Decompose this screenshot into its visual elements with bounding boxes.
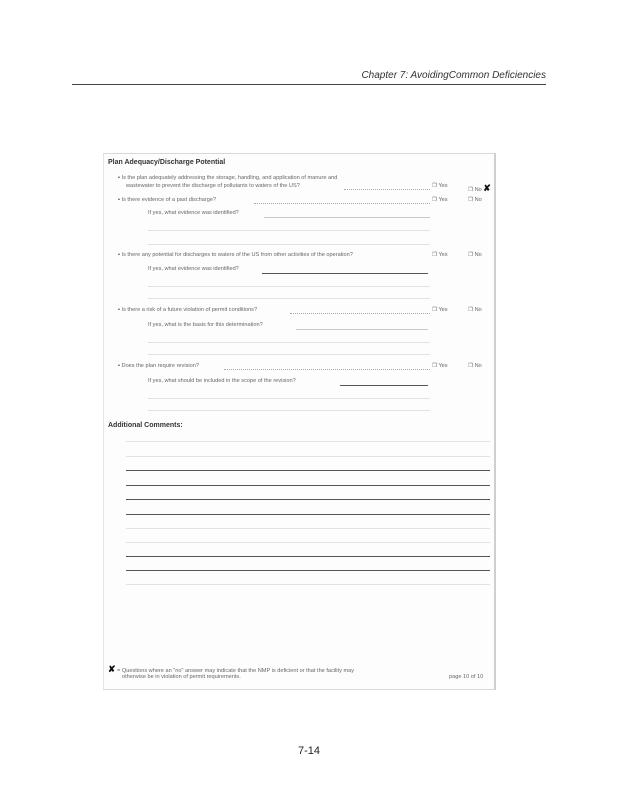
question-2: • Is there evidence of a past discharge? (118, 197, 217, 203)
question-4: • Is there a risk of a future violation of permit conditions? (118, 307, 258, 313)
checkbox-icon[interactable]: ❐ (468, 187, 474, 193)
page-number: 7-14 (297, 745, 321, 757)
question-text-line2: wastewater to prevent the discharge of pollutants to waters of the US? (126, 183, 300, 189)
no-option[interactable]: ❐ No (468, 363, 482, 369)
checkbox-icon[interactable]: ❐ (432, 307, 438, 313)
comment-line[interactable] (126, 456, 490, 457)
question-5: • Does the plan require revision? (118, 363, 199, 369)
checkbox-icon[interactable]: ❐ (432, 183, 438, 189)
comment-line[interactable] (126, 570, 490, 571)
followup-label: If yes, what evidence was identified? (148, 266, 239, 272)
answer-line[interactable] (148, 230, 430, 231)
no-option[interactable]: ❐ No (468, 252, 482, 258)
checkbox-icon[interactable]: ❐ (468, 307, 474, 313)
chapter-header: Chapter 7: AvoidingCommon Deficiencies (361, 70, 546, 81)
checkbox-icon[interactable]: ❐ (432, 197, 438, 203)
no-option[interactable]: ❐ No ✘ (468, 183, 491, 193)
no-option[interactable]: ❐ No (468, 307, 482, 313)
header-rule (72, 84, 546, 85)
yes-option[interactable]: ❐ Yes (432, 197, 448, 203)
answer-line[interactable] (262, 273, 428, 274)
answer-line[interactable] (148, 244, 430, 245)
answer-line[interactable] (148, 354, 430, 355)
yes-option[interactable]: ❐ Yes (432, 183, 448, 189)
comment-line[interactable] (126, 584, 490, 585)
footnote-line1: = Questions where an "no" answer may indicate that the NMP is deficient or that the facility may (117, 668, 355, 674)
answer-line[interactable] (296, 329, 428, 330)
leader-dots (290, 313, 430, 314)
answer-line[interactable] (148, 298, 430, 299)
yes-option[interactable]: ❐ Yes (432, 252, 448, 258)
leader-dots (224, 369, 430, 370)
comment-line[interactable] (126, 528, 490, 529)
checkbox-icon[interactable]: ❐ (468, 363, 474, 369)
comment-line[interactable] (126, 542, 490, 543)
leader-dots (254, 203, 430, 204)
comment-line[interactable] (126, 556, 490, 557)
comment-line[interactable] (126, 470, 490, 471)
footnote-line2: otherwise be in violation of permit requirements. (122, 674, 241, 680)
comment-line[interactable] (126, 485, 490, 486)
checkbox-icon[interactable]: ❐ (468, 252, 474, 258)
yes-option[interactable]: ❐ Yes (432, 307, 448, 313)
yes-option[interactable]: ❐ Yes (432, 363, 448, 369)
leader-dots (344, 189, 430, 190)
checkbox-icon[interactable]: ❐ (468, 197, 474, 203)
bullet-icon: • (118, 307, 120, 313)
bullet-icon: • (118, 175, 120, 181)
scanned-form (103, 153, 496, 690)
question-3: • Is there any potential for discharges to waters of the US from other activities of the operation? (118, 252, 353, 258)
comment-line[interactable] (126, 499, 490, 500)
question-text-line1: Is the plan adequately addressing the storage, handling, and application of manure and (121, 175, 338, 181)
checkbox-icon[interactable]: ❐ (432, 252, 438, 258)
bullet-icon: • (118, 197, 120, 203)
answer-line[interactable] (264, 217, 430, 218)
followup-label: If yes, what is the basis for this determination? (148, 322, 263, 328)
no-option[interactable]: ❐ No (468, 197, 482, 203)
comment-line[interactable] (126, 514, 490, 515)
checkbox-icon[interactable]: ❐ (432, 363, 438, 369)
answer-line[interactable] (148, 286, 430, 287)
answer-line[interactable] (148, 398, 430, 399)
additional-comments-label: Additional Comments: (108, 422, 183, 429)
x-mark-icon: ✘ (108, 664, 116, 674)
bullet-icon: • (118, 252, 120, 258)
question-1 (118, 175, 337, 181)
comment-line[interactable] (126, 441, 490, 442)
section-title: Plan Adequacy/Discharge Potential (108, 159, 226, 166)
x-mark-icon: ✘ (483, 183, 491, 193)
followup-label: If yes, what evidence was identified? (148, 210, 239, 216)
answer-line[interactable] (148, 342, 430, 343)
bullet-icon: • (118, 363, 120, 369)
answer-line[interactable] (148, 410, 430, 411)
followup-label: If yes, what should be included in the scope of the revision? (148, 378, 296, 384)
form-page-indicator: page 10 of 10 (449, 674, 484, 680)
answer-line[interactable] (340, 385, 428, 386)
